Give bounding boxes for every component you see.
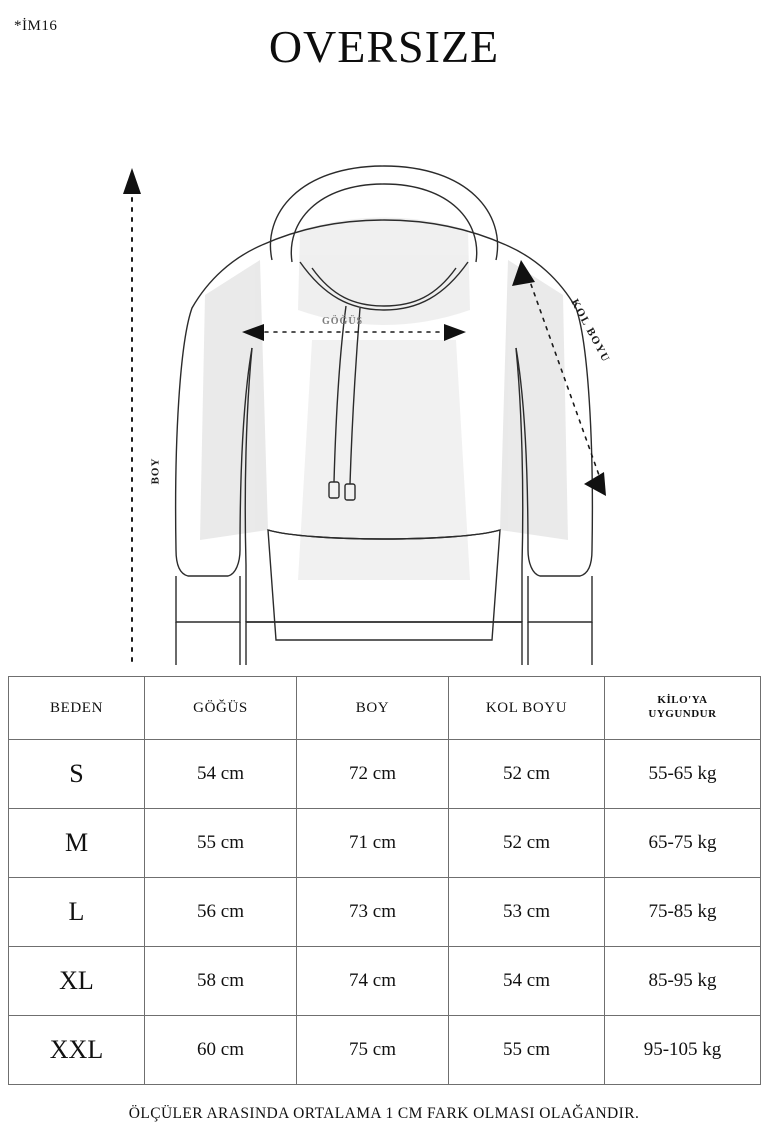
header-beden: BEDEN	[9, 677, 145, 740]
cell-kilo: 85-95 kg	[605, 947, 761, 1016]
cell-beden: M	[9, 809, 145, 878]
cell-kilo: 75-85 kg	[605, 878, 761, 947]
cell-gogus: 60 cm	[145, 1016, 297, 1085]
sleeve-label: KOL BOYU	[568, 297, 613, 365]
cell-kilo: 95-105 kg	[605, 1016, 761, 1085]
cell-kol: 55 cm	[449, 1016, 605, 1085]
length-measure-arrow	[123, 168, 141, 665]
header-gogus: GÖĞÜS	[145, 677, 297, 740]
cell-kilo: 55-65 kg	[605, 740, 761, 809]
table-row	[9, 1016, 761, 1085]
cell-gogus: 56 cm	[145, 878, 297, 947]
header-kol-boyu: KOL BOYU	[449, 677, 605, 740]
cell-boy: 72 cm	[297, 740, 449, 809]
page-title: OVERSIZE	[268, 21, 500, 72]
header-kilo	[605, 677, 761, 740]
hoodie-shading	[200, 218, 568, 581]
cell-beden: XXL	[9, 1016, 145, 1085]
cell-gogus: 54 cm	[145, 740, 297, 809]
cell-kol: 53 cm	[449, 878, 605, 947]
cell-boy: 73 cm	[297, 878, 449, 947]
cell-gogus: 55 cm	[145, 809, 297, 878]
cell-beden: S	[9, 740, 145, 809]
cell-kol: 52 cm	[449, 809, 605, 878]
chest-label: GÖĞÜS	[322, 316, 364, 327]
cell-kol: 54 cm	[449, 947, 605, 1016]
cell-kilo: 65-75 kg	[605, 809, 761, 878]
product-code: *İM16	[14, 18, 58, 34]
cell-boy: 71 cm	[297, 809, 449, 878]
table-row	[9, 740, 761, 809]
header-kilo-line1: KİLO'YA	[657, 694, 708, 707]
cell-beden: XL	[9, 947, 145, 1016]
hoodie-diagram	[0, 110, 768, 665]
size-table	[8, 676, 761, 1085]
table-header-row	[9, 677, 761, 740]
length-label: BOY	[149, 457, 162, 485]
cell-gogus: 58 cm	[145, 947, 297, 1016]
size-table-container	[8, 676, 760, 1085]
header-kilo-line2: UYGUNDUR	[648, 708, 717, 720]
table-row	[9, 947, 761, 1016]
cell-boy: 75 cm	[297, 1016, 449, 1085]
table-row	[9, 809, 761, 878]
hoodie-illustration	[0, 110, 768, 665]
table-row	[9, 878, 761, 947]
footnote: ÖLÇÜLER ARASINDA ORTALAMA 1 CM FARK OLMASI OLAĞANDIR.	[128, 1105, 640, 1122]
header-boy: BOY	[297, 677, 449, 740]
cell-kol: 52 cm	[449, 740, 605, 809]
cell-beden: L	[9, 878, 145, 947]
cell-boy: 74 cm	[297, 947, 449, 1016]
